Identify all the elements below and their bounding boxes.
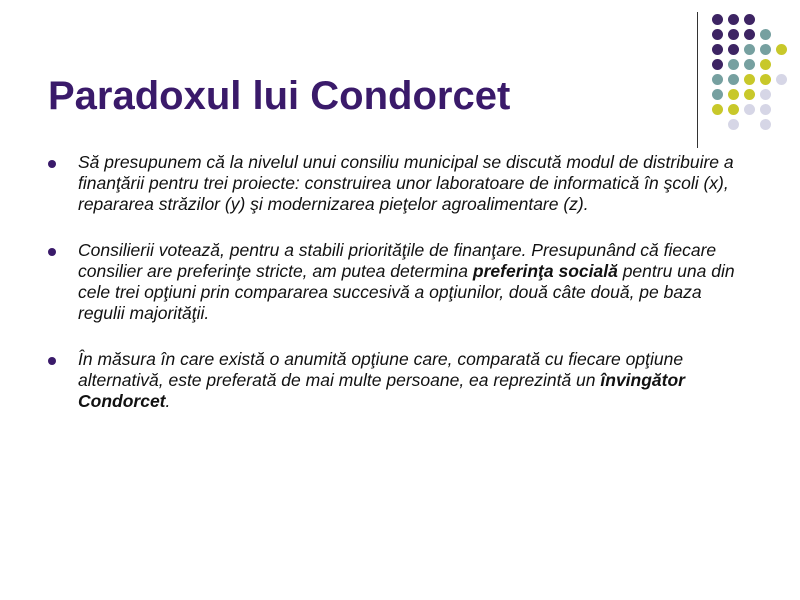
- decorative-dot: [776, 44, 787, 55]
- decorative-dot: [760, 59, 771, 70]
- decorative-dot: [744, 89, 755, 100]
- decorative-dot: [760, 44, 771, 55]
- decorative-dot: [728, 89, 739, 100]
- decorative-dot: [744, 104, 755, 115]
- decorative-dot: [712, 59, 723, 70]
- decorative-dot: [712, 104, 723, 115]
- bullet-bold-term: învingător Condorcet: [78, 370, 685, 411]
- decorative-dot: [744, 59, 755, 70]
- decorative-dot: [728, 104, 739, 115]
- bullet-item: [48, 349, 738, 412]
- decorative-dot: [760, 74, 771, 85]
- decorative-dot: [728, 74, 739, 85]
- decorative-dot: [728, 14, 739, 25]
- decorative-dot: [728, 59, 739, 70]
- divider-line: [697, 12, 698, 148]
- bullet-dot-icon: [48, 248, 56, 256]
- decorative-dot: [760, 89, 771, 100]
- bullet-text: În măsura în care există o anumită opţiune care, comparată cu fiecare opţiune alternativă, este preferată de mai multe persoane, ea reprezintă un: [78, 349, 684, 390]
- decorative-dot: [744, 29, 755, 40]
- decorative-dot: [712, 44, 723, 55]
- decorative-dot: [728, 119, 739, 130]
- bullet-bold-term: preferinţa socială: [472, 261, 618, 281]
- bullet-item: [48, 152, 738, 215]
- decorative-dot: [728, 44, 739, 55]
- bullet-dot-icon: [48, 357, 56, 365]
- bullet-dot-icon: [48, 160, 56, 168]
- slide-body: [48, 152, 738, 437]
- bullet-text: .: [165, 391, 171, 411]
- decorative-dot: [760, 29, 771, 40]
- bullet-item: [48, 240, 738, 324]
- bullet-text: Să presupunem că la nivelul unui consiliu municipal se discută modul de distribuire a finanţării pentru trei proiecte: construirea unor laboratoare de informatică în şcoli (x), repararea străzilor (y) şi modernizarea pieţelor agroalimentare (z).: [78, 152, 734, 214]
- slide-title: Paradoxul lui Condorcet: [48, 74, 511, 118]
- decorative-dot: [744, 14, 755, 25]
- decorative-dot: [776, 74, 787, 85]
- decorative-dot: [712, 74, 723, 85]
- bullet-text: Consilierii votează, pentru a stabili priorităţile de finanţare. Presupunând că fiecare consilier are preferinţe stricte, am putea determina: [78, 240, 717, 281]
- decorative-dot: [744, 44, 755, 55]
- decorative-dot: [744, 74, 755, 85]
- decorative-dot: [728, 29, 739, 40]
- decorative-dot: [712, 89, 723, 100]
- decorative-dot: [760, 104, 771, 115]
- decorative-dot: [760, 119, 771, 130]
- decorative-dot: [712, 29, 723, 40]
- decorative-dot: [712, 14, 723, 25]
- bullet-text: pentru una din cele trei opţiuni prin compararea succesivă a opţiunilor, două câte două, pe baza regulii majorităţii.: [78, 261, 735, 323]
